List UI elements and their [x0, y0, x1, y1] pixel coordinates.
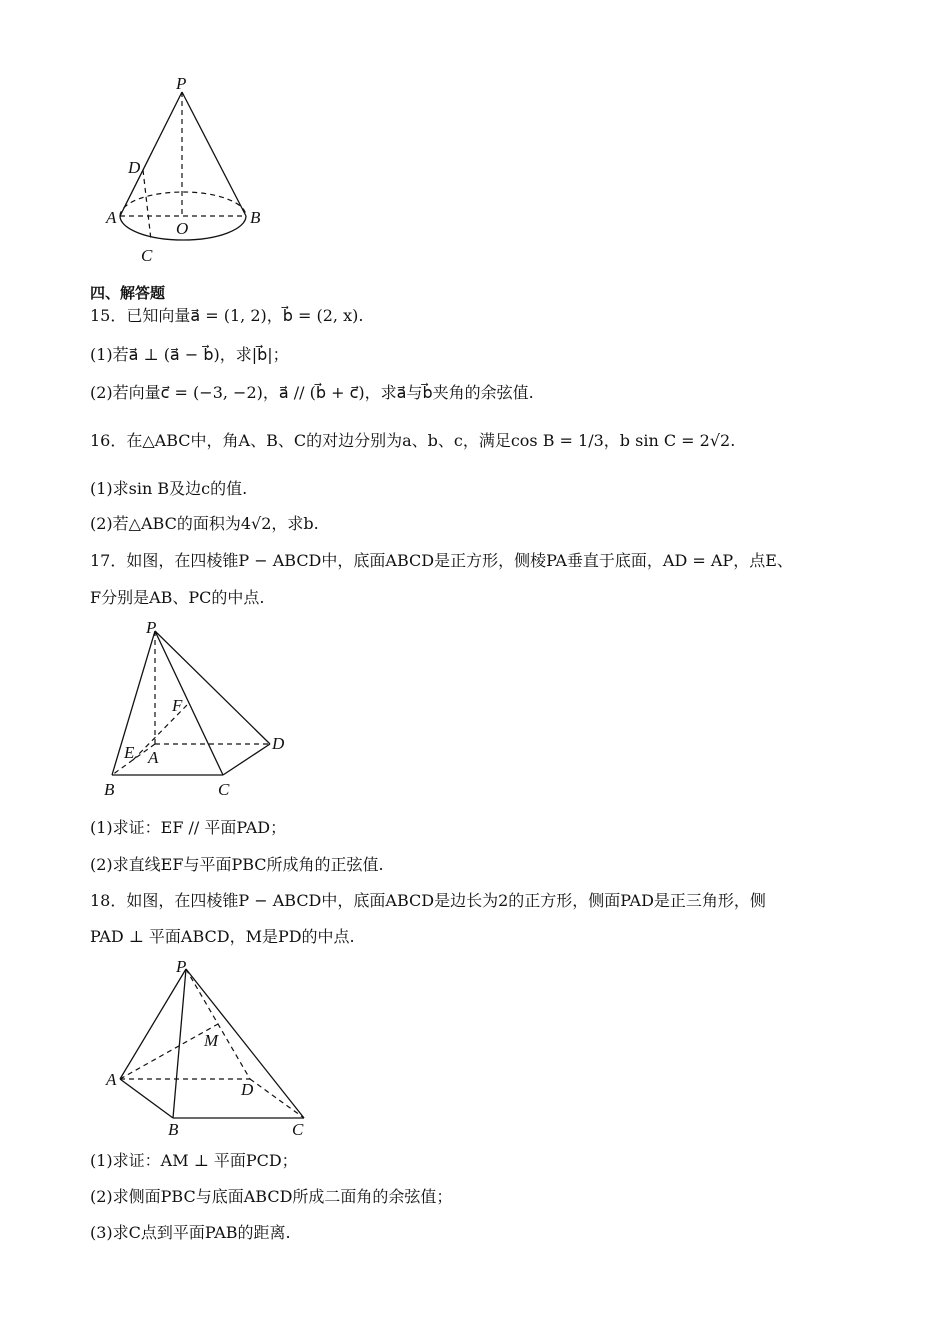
q17-part2: (2)求直线EF与平面PBC所成角的正弦值.: [90, 855, 384, 874]
edge-PA: [120, 969, 186, 1079]
q15-part2: (2)若向量c⃗ = (−3, −2)，a⃗ // (b⃗ + c⃗)，求a⃗与b⃗夹角的余弦值.: [90, 383, 534, 402]
q18-part3: (3)求C点到平面PAB的距离.: [90, 1223, 291, 1242]
pyramid-figure-q18: [100, 955, 320, 1140]
label-P: P: [146, 618, 157, 637]
q18-stem-line2: PAD ⊥ 平面ABCD，M是PD的中点.: [90, 927, 355, 946]
label-C: C: [218, 780, 230, 799]
q17-stem-line1: 17．如图，在四棱锥P − ABCD中，底面ABCD是正方形，侧棱PA垂直于底面，AD = AP，点E、: [90, 551, 793, 570]
q15-stem: 15．已知向量a⃗ = (1, 2)，b⃗ = (2, x).: [90, 306, 364, 325]
q17-part1: (1)求证：EF // 平面PAD；: [90, 818, 287, 837]
edge-PA: [120, 92, 182, 216]
q18-part1: (1)求证：AM ⊥ 平面PCD；: [90, 1151, 298, 1170]
q16-part2: (2)若△ABC的面积为4√2，求b.: [90, 514, 319, 533]
pyramid-figure-q17: [98, 615, 298, 800]
label-C: C: [292, 1120, 304, 1139]
edge-PC: [155, 631, 223, 775]
base-back-arc: [120, 192, 246, 216]
label-D: D: [241, 1080, 254, 1099]
label-A: A: [106, 1070, 117, 1089]
label-P: P: [176, 957, 187, 976]
q18-part2: (2)求侧面PBC与底面ABCD所成二面角的余弦值；: [90, 1187, 453, 1206]
cone-figure: [100, 70, 280, 270]
label-B: B: [250, 208, 261, 227]
label-C: C: [141, 246, 153, 265]
label-D: D: [128, 158, 141, 177]
q18-stem-line1: 18．如图，在四棱锥P − ABCD中，底面ABCD是边长为2的正方形，侧面PAD是正三角形，侧: [90, 891, 766, 910]
segment-DC: [143, 170, 151, 240]
section-title: 四、解答题: [90, 284, 166, 302]
edge-PD: [155, 631, 270, 744]
label-B: B: [104, 780, 115, 799]
q16-part1: (1)求sin B及边c的值.: [90, 479, 248, 498]
q16-stem: 16．在△ABC中，角A、B、C的对边分别为a、b、c，满足cos B = 1/3，b sin C = 2√2.: [90, 431, 736, 450]
q17-stem-line2: F分别是AB、PC的中点.: [90, 588, 265, 607]
label-F: F: [172, 696, 183, 715]
label-A: A: [106, 208, 117, 227]
edge-CD: [223, 744, 270, 775]
q15-part1: (1)若a⃗ ⊥ (a⃗ − b⃗)，求|b⃗|；: [90, 345, 289, 364]
label-D: D: [272, 734, 285, 753]
label-O: O: [176, 219, 189, 238]
edge-AB: [120, 1079, 173, 1118]
label-M: M: [204, 1031, 219, 1050]
edge-PB: [182, 92, 246, 216]
label-B: B: [168, 1120, 179, 1139]
label-A: A: [148, 748, 159, 767]
label-E: E: [124, 743, 135, 762]
label-P: P: [176, 74, 187, 93]
